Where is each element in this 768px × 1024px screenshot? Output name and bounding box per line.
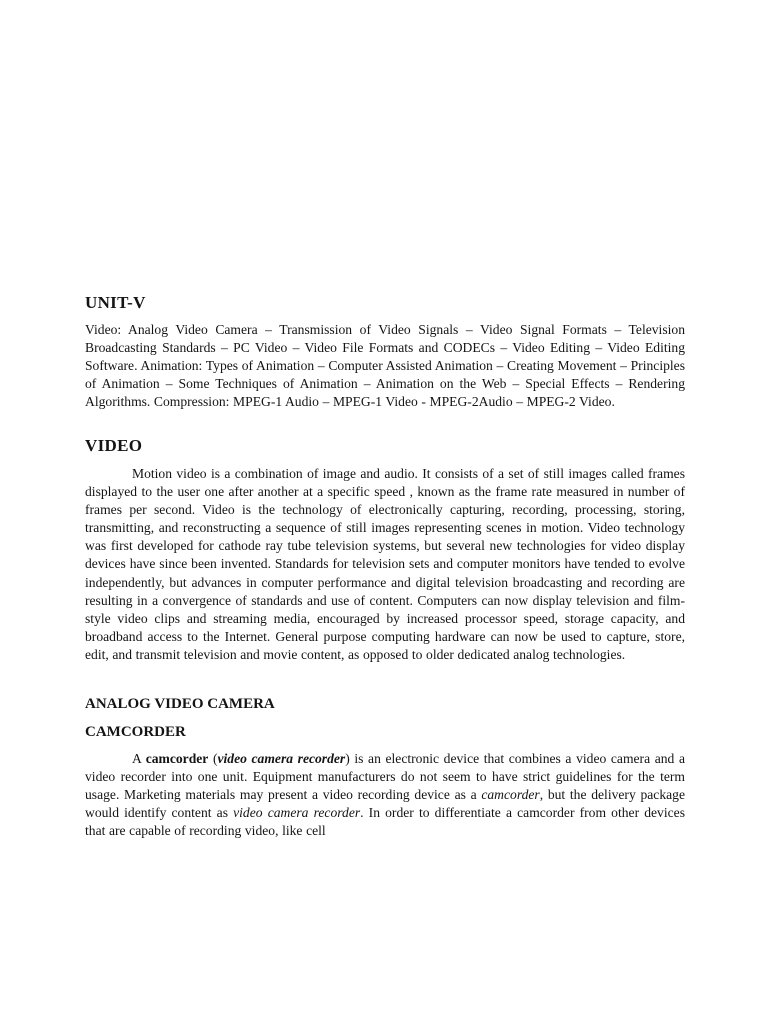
camcorder-term: camcorder <box>145 751 209 766</box>
video-section-title: VIDEO <box>85 436 143 455</box>
unit-summary: Video: Analog Video Camera – Transmission of Video Signals – Video Signal Formats – Television Broadcasting Standards – PC Video – Video File Formats and CODECs – Video Editing – Video Editing Software. Animation: Types of Animation – Computer Assisted Animation – Creating Movement – Principles of Animation – Some Techniques of Animation – Animation on the Web – Special Effects – Rendering Algorithms. Compression: MPEG-1 Audio – MPEG-1 Video - MPEG-2Audio – MPEG-2 Video. <box>85 322 685 410</box>
camcorder-paragraph <box>85 750 685 840</box>
video-paragraph: Motion video is a combination of image and audio. It consists of a set of still images called frames displayed to the user one after another at a specific speed , known as the frame rate measured in number of frames per second. Video is the technology of electronically capturing, recording, processing, storing, transmitting, and reconstructing a sequence of still images representing scenes in motion. Video technology was first developed for cathode ray tube television systems, but several new technologies for video display devices have since been invented. Standards for television sets and computer monitors have tended to evolve independently, but advances in computer performance and digital television broadcasting and recording are resulting in a convergence of standards and use of content. Computers can now display television and film-style video clips and streaming media, encouraged by increased processor speed, storage capacity, and broadband access to the Internet. General purpose computing hardware can now be used to capture, store, edit, and transmit television and movie content, as opposed to older dedicated analog technologies. <box>85 466 685 662</box>
unit-title: UNIT-V <box>85 293 146 312</box>
analog-video-camera-title: ANALOG VIDEO CAMERA <box>85 696 275 712</box>
camcorder-title: CAMCORDER <box>85 724 186 740</box>
camcorder-text-d: , but the delivery package would identify content as <box>85 787 685 821</box>
camcorder-term-italic-2: video camera recorder <box>233 805 361 821</box>
camcorder-term-expansion: video camera recorder <box>217 751 346 766</box>
camcorder-text-a: A <box>132 751 146 766</box>
camcorder-text-b: ( <box>208 751 218 766</box>
camcorder-text-c: ) is an electronic device that combines a video camera and a video recorder into one unit. Equipment manufacturers do not seem to have strict guidelines for the term usage. Marketing materials may present a video recording device as a <box>85 751 685 803</box>
camcorder-text-e: . In order to differentiate a camcorder from other devices that are capable of recording video, like cell <box>85 805 685 839</box>
camcorder-term-italic: camcorder <box>481 787 540 803</box>
